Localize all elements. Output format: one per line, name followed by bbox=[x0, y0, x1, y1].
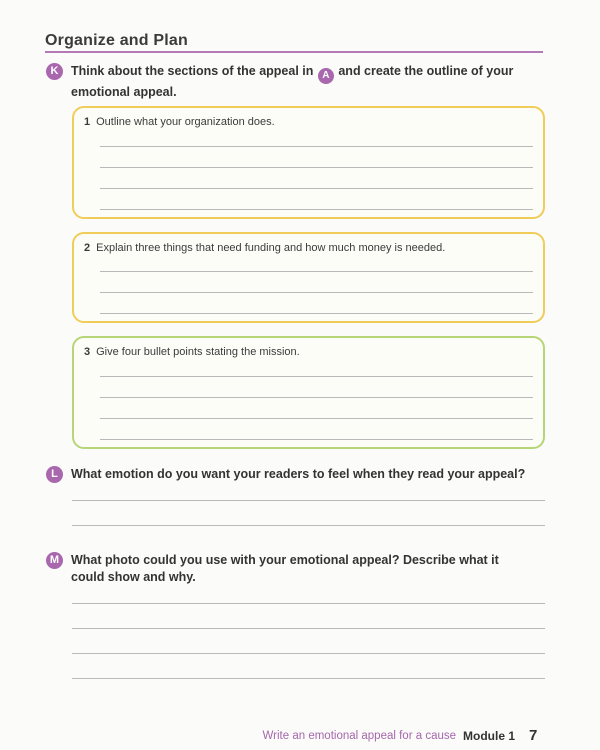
box-1-answer-line[interactable] bbox=[100, 167, 533, 168]
box-3-answer-line[interactable] bbox=[100, 418, 533, 419]
question-m-answer-line[interactable] bbox=[72, 678, 545, 679]
question-m-text-line2: could show and why. bbox=[71, 570, 196, 584]
question-l-badge: L bbox=[46, 466, 63, 483]
question-m-text bbox=[71, 552, 499, 586]
box-2-answer-line[interactable] bbox=[100, 292, 533, 293]
outline-box-2 bbox=[72, 232, 545, 323]
section-a-reference-badge: A bbox=[318, 68, 334, 84]
box-2-prompt bbox=[84, 242, 445, 254]
box-3-answer-line[interactable] bbox=[100, 439, 533, 440]
question-l-answer-line[interactable] bbox=[72, 525, 545, 526]
box-1-prompt-text: Outline what your organization does. bbox=[96, 116, 275, 128]
question-l-answer-line[interactable] bbox=[72, 500, 545, 501]
question-k-text-part2: and create the outline of your bbox=[338, 64, 514, 78]
question-m-badge: M bbox=[46, 552, 63, 569]
question-m-answer-line[interactable] bbox=[72, 653, 545, 654]
question-k-text-line2: emotional appeal. bbox=[71, 85, 177, 99]
outline-box-1 bbox=[72, 106, 545, 219]
box-3-prompt-text: Give four bullet points stating the mission. bbox=[96, 346, 300, 358]
question-k-text-part1: Think about the sections of the appeal in bbox=[71, 64, 314, 78]
page-number: 7 bbox=[529, 727, 538, 744]
box-1-answer-line[interactable] bbox=[100, 209, 533, 210]
box-1-answer-line[interactable] bbox=[100, 146, 533, 147]
title-divider bbox=[45, 51, 543, 53]
box-2-answer-line[interactable] bbox=[100, 271, 533, 272]
question-l-text: What emotion do you want your readers to feel when they read your appeal? bbox=[71, 467, 526, 481]
box-2-answer-line[interactable] bbox=[100, 313, 533, 314]
question-k-text bbox=[71, 63, 513, 101]
footer-module-label: Module 1 bbox=[463, 729, 516, 743]
box-3-answer-line[interactable] bbox=[100, 376, 533, 377]
box-1-prompt bbox=[84, 116, 275, 128]
box-1-answer-line[interactable] bbox=[100, 188, 533, 189]
question-m-text-line1: What photo could you use with your emotional appeal? Describe what it bbox=[71, 553, 499, 567]
section-title: Organize and Plan bbox=[45, 32, 188, 49]
box-2-prompt-text: Explain three things that need funding and how much money is needed. bbox=[96, 242, 446, 254]
box-2-number: 2 bbox=[84, 242, 91, 254]
box-1-number: 1 bbox=[84, 116, 91, 128]
box-3-prompt bbox=[84, 346, 300, 358]
question-m-answer-line[interactable] bbox=[72, 628, 545, 629]
footer-caption: Write an emotional appeal for a cause bbox=[262, 730, 456, 742]
box-3-number: 3 bbox=[84, 346, 91, 358]
question-m-answer-line[interactable] bbox=[72, 603, 545, 604]
box-3-answer-line[interactable] bbox=[100, 397, 533, 398]
question-k-badge: K bbox=[46, 63, 63, 80]
outline-box-3 bbox=[72, 336, 545, 449]
